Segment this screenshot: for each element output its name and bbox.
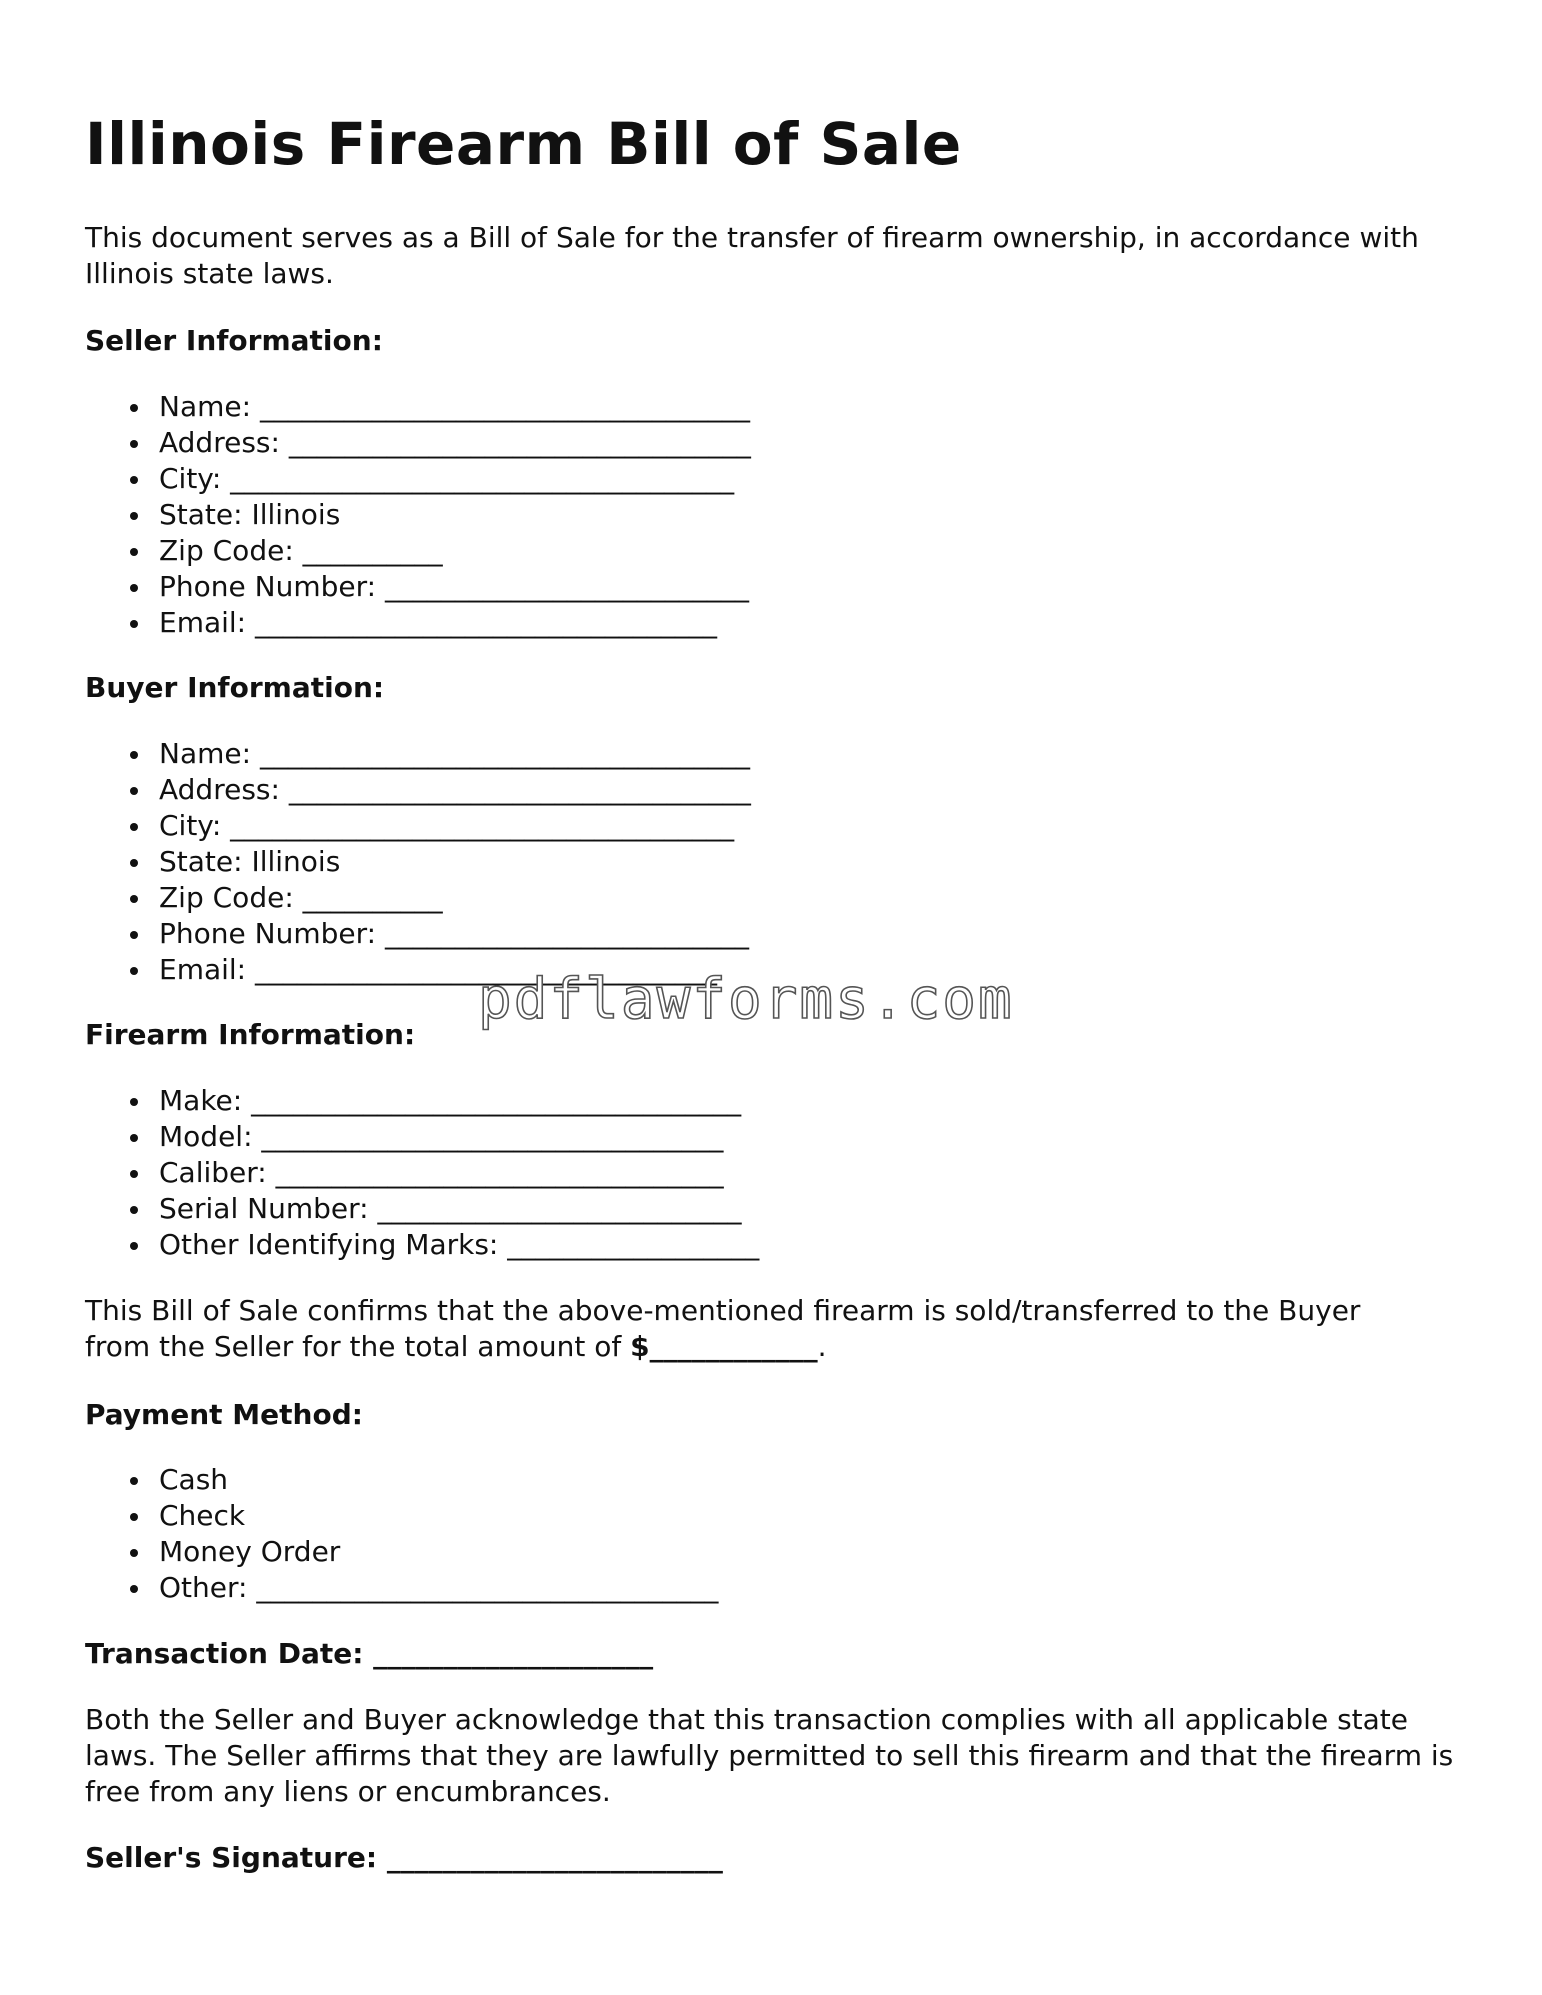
watermark: pdflawforms.com	[478, 967, 1014, 1032]
buyer-address-field[interactable]: Address: _________________________________	[85, 772, 751, 808]
confirmation-end: .	[817, 1330, 827, 1363]
confirmation-text: This Bill of Sale confirms that the above-mentioned firearm is sold/transferred to the Buyer from the Seller for the total amount of	[85, 1294, 1361, 1363]
seller-phone-field[interactable]: Phone Number: __________________________	[85, 569, 751, 605]
payment-heading: Payment Method:	[85, 1398, 363, 1431]
firearm-model-field[interactable]: Model: _________________________________	[85, 1119, 759, 1155]
payment-other-field[interactable]: Other: _________________________________	[85, 1570, 718, 1606]
seller-name-field[interactable]: Name: ___________________________________	[85, 389, 751, 425]
seller-email-field[interactable]: Email: _________________________________	[85, 605, 751, 641]
seller-signature-field[interactable]: Seller's Signature: ________________________	[85, 1841, 723, 1874]
seller-state-field: State: Illinois	[85, 497, 751, 533]
payment-money-order: Money Order	[85, 1534, 718, 1570]
buyer-phone-field[interactable]: Phone Number: __________________________	[85, 916, 751, 952]
buyer-fields	[85, 736, 751, 988]
firearm-fields	[85, 1083, 759, 1263]
firearm-marks-field[interactable]: Other Identifying Marks: __________________	[85, 1227, 759, 1263]
firearm-heading: Firearm Information:	[85, 1018, 416, 1051]
buyer-zip-field[interactable]: Zip Code: __________	[85, 880, 751, 916]
seller-zip-field[interactable]: Zip Code: __________	[85, 533, 751, 569]
confirmation-paragraph	[85, 1293, 1425, 1365]
buyer-email-field[interactable]: Email: _________________________________	[85, 952, 751, 988]
payment-check: Check	[85, 1498, 718, 1534]
seller-city-field[interactable]: City: ____________________________________	[85, 461, 751, 497]
payment-options	[85, 1462, 718, 1606]
seller-fields	[85, 389, 751, 641]
intro-paragraph: This document serves as a Bill of Sale for the transfer of firearm ownership, in accordance with Illinois state laws.	[85, 221, 1419, 290]
buyer-state-field: State: Illinois	[85, 844, 751, 880]
firearm-make-field[interactable]: Make: ___________________________________	[85, 1083, 759, 1119]
amount-field[interactable]: $____________	[630, 1330, 818, 1363]
seller-address-field[interactable]: Address: _________________________________	[85, 425, 751, 461]
seller-heading: Seller Information:	[85, 324, 383, 357]
firearm-serial-field[interactable]: Serial Number: __________________________	[85, 1191, 759, 1227]
transaction-date-field[interactable]: Transaction Date: ____________________	[85, 1637, 654, 1670]
payment-cash: Cash	[85, 1462, 718, 1498]
buyer-heading: Buyer Information:	[85, 671, 385, 704]
buyer-name-field[interactable]: Name: ___________________________________	[85, 736, 751, 772]
buyer-city-field[interactable]: City: ____________________________________	[85, 808, 751, 844]
document-title: Illinois Firearm Bill of Sale	[85, 110, 962, 178]
firearm-caliber-field[interactable]: Caliber: ________________________________	[85, 1155, 759, 1191]
acknowledgement-paragraph: Both the Seller and Buyer acknowledge that this transaction complies with all applicable state laws. The Seller affirms that they are lawfully permitted to sell this firearm and that the firearm is free from any liens or encumbrances.	[85, 1703, 1454, 1808]
